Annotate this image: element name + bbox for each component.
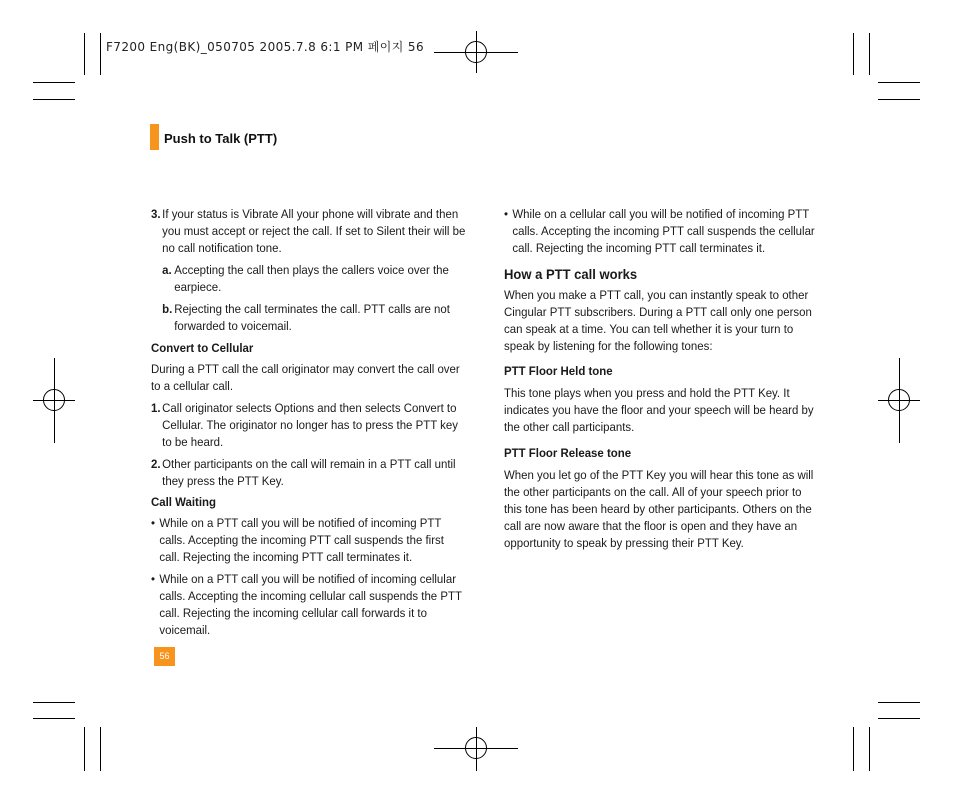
bullet-text: While on a cellular call you will be notified of incoming PTT calls. Accepting the incoming PTT call suspends the cellular call. Rejecting the incoming PTT call terminates it. bbox=[512, 207, 815, 255]
convert-step-2 bbox=[151, 456, 465, 490]
call-waiting-bullet bbox=[151, 515, 465, 566]
bullet-text: While on a PTT call you will be notified of incoming PTT calls. Accepting the incoming PTT call suspends the first call. Rejecting the incoming PTT call terminates it. bbox=[159, 516, 444, 564]
bullet-glyph: • bbox=[151, 572, 156, 586]
left-column bbox=[151, 206, 465, 639]
step-3 bbox=[151, 206, 465, 257]
floor-held-heading: PTT Floor Held tone bbox=[504, 364, 613, 378]
floor-release-heading: PTT Floor Release tone bbox=[504, 446, 632, 460]
call-waiting-heading: Call Waiting bbox=[151, 495, 217, 509]
step-3a bbox=[151, 262, 465, 296]
convert-step-1 bbox=[151, 400, 465, 451]
step-text: Call originator selects Options and then selects Convert to Cellular. The originator no longer has to press the PTT key to be heard. bbox=[162, 401, 458, 449]
step-text: Other participants on the call will remain in a PTT call until they press the PTT Key. bbox=[162, 457, 456, 488]
step-3b bbox=[151, 301, 465, 335]
step-number: 1. bbox=[151, 401, 161, 415]
page-number: 56 bbox=[154, 647, 175, 666]
floor-release-text: When you let go of the PTT Key you will hear this tone as will the other participants on the call. All of your speech prior to this tone has been heard by other participants. Others on the call are now aware that the floor is open and they have an opportunity to speak by pressing their PTT Key. bbox=[504, 468, 814, 550]
how-ptt-works-heading: How a PTT call works bbox=[504, 266, 638, 282]
step-text: If your status is Vibrate All your phone will vibrate and then you must accept or reject the call. If set to Silent their will be no call notification tone. bbox=[162, 207, 466, 255]
bullet-text: While on a PTT call you will be notified of incoming cellular calls. Accepting the incoming cellular call suspends the PTT call. Rejecting the incoming cellular call forwards it to voicemail. bbox=[159, 572, 462, 637]
convert-intro: During a PTT call the call originator may convert the call over to a cellular call. bbox=[151, 362, 460, 393]
convert-heading: Convert to Cellular bbox=[151, 341, 254, 355]
cellular-call-bullet bbox=[504, 206, 818, 257]
step-number: 3. bbox=[151, 207, 161, 221]
floor-held-text: This tone plays when you press and hold the PTT Key. It indicates you have the floor and your speech will be heard by the other call participants. bbox=[504, 386, 814, 434]
how-ptt-works-text: When you make a PTT call, you can instantly speak to other Cingular PTT subscribers. During a PTT call only one person can speak at a time. You can tell whether it is your turn to speak by listening for the following tones: bbox=[504, 288, 812, 353]
step-number: 2. bbox=[151, 457, 161, 471]
sub-step-letter: b. bbox=[162, 302, 173, 316]
sub-step-text: Accepting the call then plays the callers voice over the earpiece. bbox=[174, 263, 449, 294]
section-tab-marker bbox=[150, 124, 159, 150]
print-slug: F7200 Eng(BK)_050705 2005.7.8 6:1 PM 페이지 56 bbox=[106, 40, 424, 54]
bullet-glyph: • bbox=[151, 516, 156, 530]
sub-step-text: Rejecting the call terminates the call. PTT calls are not forwarded to voicemail. bbox=[174, 302, 450, 333]
right-column bbox=[504, 206, 818, 552]
sub-step-letter: a. bbox=[162, 263, 172, 277]
section-title: Push to Talk (PTT) bbox=[164, 131, 278, 146]
bullet-glyph: • bbox=[504, 207, 509, 221]
call-waiting-bullet bbox=[151, 571, 465, 639]
